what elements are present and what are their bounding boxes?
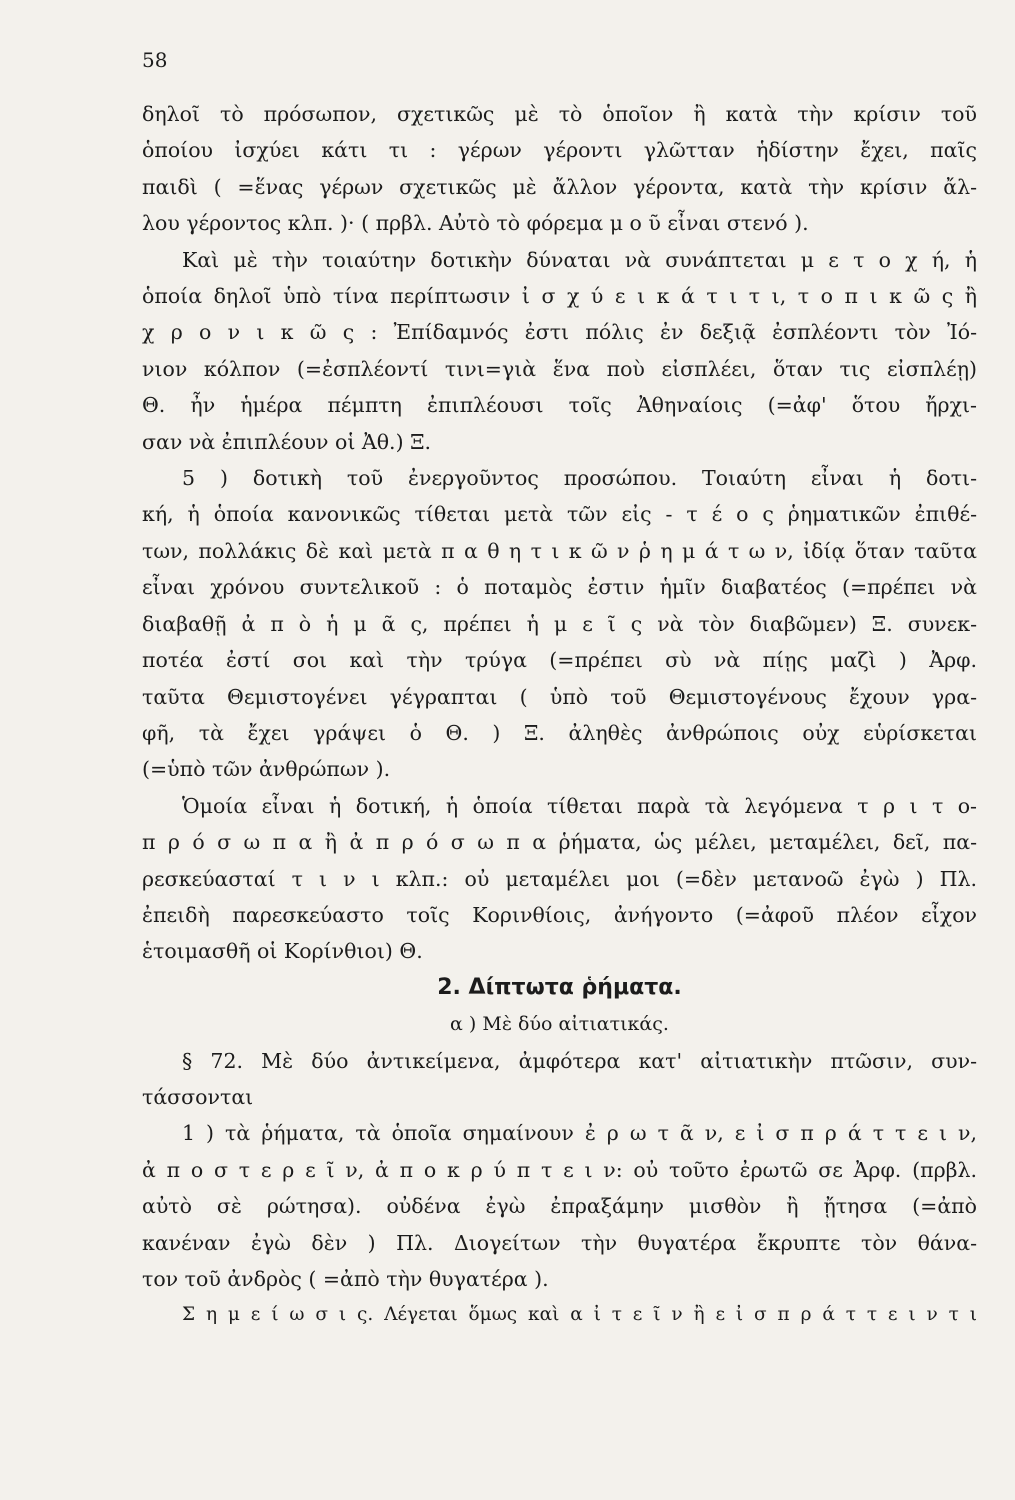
section-heading: 2. Δίπτωτα ῥήματα. xyxy=(437,974,682,1000)
text-line: (=ὑπὸ τῶν ἀνθρώπων ). xyxy=(142,757,391,782)
text-line: σαν νὰ ἐπιπλέουν οἱ Ἀθ.) Ξ. xyxy=(142,429,432,454)
text-line: τάσσονται xyxy=(142,1084,254,1109)
text-line: δηλοῖ τὸ πρόσωπον, σχετικῶς μὲ τὸ ὁποῖον ἢ κατὰ τὴν κρίσιν τοῦ xyxy=(142,102,977,126)
text-line: χ ρ ο ν ι κ ῶ ς : Ἐπίδαμνός ἐστι πόλις ἐν δεξιᾷ ἐσπλέοντι τὸν Ἰό- xyxy=(142,320,977,345)
subsection-heading: α ) Μὲ δύο αἰτιατικάς. xyxy=(450,1013,669,1036)
text-line: ποτέα ἐστί σοι καὶ τὴν τρύγα (=πρέπει σὺ νὰ πίῃς μαζὶ ) Ἀρφ. xyxy=(142,648,977,673)
page-text xyxy=(142,96,977,1334)
text-line: εἶναι χρόνου συντελικοῦ : ὁ ποταμὸς ἐστιν ἡμῖν διαβατέος (=πρέπει νὰ xyxy=(142,575,977,600)
text-line: 1 ) τὰ ῥήματα, τὰ ὁποῖα σημαίνουν ἐ ρ ω τ ᾶ ν, ε ἰ σ π ρ ά τ τ ε ι ν, xyxy=(182,1121,977,1146)
text-line: λου γέροντος κλπ. )· ( πρβλ. Αὐτὸ τὸ φόρεμα μ ο ῦ εἶναι στενό ). xyxy=(142,211,809,236)
note-line: Σ η μ ε ί ω σ ι ς. Λέγεται ὅμως καὶ α ἰ τ ε ῖ ν ἢ ε ἰ σ π ρ ά τ τ ε ι ν τ ι xyxy=(182,1304,977,1326)
text-line: νιον κόλπον (=ἐσπλέοντί τινι=γιὰ ἕνα ποὺ εἰσπλέει, ὅταν τις εἰσπλέῃ) xyxy=(142,356,977,381)
text-line: ρεσκεύασταί τ ι ν ι κλπ.: οὐ μεταμέλει μοι (=δὲν μετανοῶ ἐγὼ ) Πλ. xyxy=(142,866,977,891)
text-line: Ὁμοία εἶναι ἡ δοτική, ἡ ὁποία τίθεται παρὰ τὰ λεγόμενα τ ρ ι τ ο- xyxy=(182,793,977,818)
text-line: διαβαθῇ ἀ π ὸ ἡ μ ᾶ ς, πρέπει ἡ μ ε ῖ ς νὰ τὸν διαβῶμεν) Ξ. συνεκ- xyxy=(142,611,977,636)
text-line: ἐπειδὴ παρεσκεύαστο τοῖς Κορινθίοις, ἀνήγοντο (=ἀφοῦ πλέον εἶχον xyxy=(142,902,977,927)
text-line: ἀ π ο σ τ ε ρ ε ῖ ν, ἀ π ο κ ρ ύ π τ ε ι ν: οὐ τοῦτο ἐρωτῶ σε Ἀρφ. (πρβλ. xyxy=(142,1157,977,1182)
text-line: π ρ ό σ ω π α ἢ ἀ π ρ ό σ ω π α ῥήματα, ὡς μέλει, μεταμέλει, δεῖ, πα- xyxy=(142,830,977,855)
text-line: ὁποία δηλοῖ ὑπὸ τίνα περίπτωσιν ἰ σ χ ύ ε ι κ ά τ ι τ ι, τ ο π ι κ ῶ ς ἢ xyxy=(142,284,977,309)
text-line: ταῦτα Θεμιστογένει γέγραπται ( ὑπὸ τοῦ Θεμιστογένους ἔχουν γρα- xyxy=(142,684,977,709)
text-line: ὁποίου ἰσχύει κάτι τι : γέρων γέροντι γλῶτταν ἡδίστην ἔχει, παῖς xyxy=(142,138,977,163)
text-line: τον τοῦ ἀνδρὸς ( =ἀπὸ τὴν θυγατέρα ). xyxy=(142,1267,549,1291)
text-line: κανέναν ἐγὼ δὲν ) Πλ. Διογείτων τὴν θυγατέρα ἔκρυπτε τὸν θάνα- xyxy=(142,1230,977,1255)
page-number: 58 xyxy=(142,48,168,72)
text-line: Καὶ μὲ τὴν τοιαύτην δοτικὴν δύναται νὰ συνάπτεται μ ε τ ο χ ή, ἡ xyxy=(182,247,977,272)
text-line: Θ. ἦν ἡμέρα πέμπτη ἐπιπλέουσι τοῖς Ἀθηναίοις (=ἀφ' ὅτου ἤρχι- xyxy=(142,393,977,418)
text-line: κή, ἡ ὁποία κανονικῶς τίθεται μετὰ τῶν εἰς - τ έ ο ς ῥηματικῶν ἐπιθέ- xyxy=(142,502,977,527)
text-line: φῆ, τὰ ἔχει γράψει ὁ Θ. ) Ξ. ἀληθὲς ἀνθρώποις οὐχ εὑρίσκεται xyxy=(142,720,977,745)
text-line: παιδὶ ( =ἕνας γέρων σχετικῶς μὲ ἄλλον γέροντα, κατὰ τὴν κρίσιν ἄλ- xyxy=(142,174,977,199)
text-line: αὐτὸ σὲ ρώτησα). οὐδένα ἐγὼ ἐπραξάμην μισθὸν ἢ ᾔτησα (=ἀπὸ xyxy=(142,1194,977,1219)
text-line: § 72. Μὲ δύο ἀντικείμενα, ἀμφότερα κατ' αἰτιατικὴν πτῶσιν, συν- xyxy=(182,1048,977,1073)
text-line: των, πολλάκις δὲ καὶ μετὰ π α θ η τ ι κ ῶ ν ῥ η μ ά τ ω ν, ἰδίᾳ ὅταν ταῦτα xyxy=(142,538,977,563)
text-line: 5 ) δοτικὴ τοῦ ἐνεργοῦντος προσώπου. Τοιαύτη εἶναι ἡ δοτι- xyxy=(182,466,977,491)
text-line: ἑτοιμασθῆ οἱ Κορίνθιοι) Θ. xyxy=(142,939,423,964)
